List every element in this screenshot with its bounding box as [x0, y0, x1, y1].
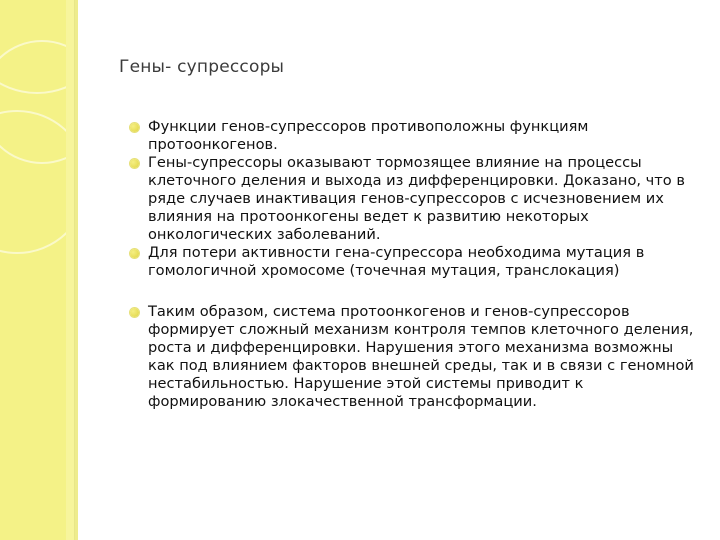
- bullet-item: [130, 118, 700, 154]
- bullet-text: Гены-супрессоры оказывают тормозящее влияние на процессы клеточного деления и выхода из дифференцировки. Доказано, что в ряде случаев инактивация генов-супрессоров с исчезновением их влияния на протоонкогены ведет к развитию некоторых онкологических заболеваний.: [148, 154, 685, 243]
- slide-body: [130, 118, 700, 411]
- bullet-item: [130, 244, 700, 280]
- bullet-item: [130, 303, 700, 411]
- decorative-side-band: [0, 0, 66, 540]
- decorative-circle: [0, 110, 66, 254]
- bullet-icon: [130, 123, 139, 132]
- bullet-text: Функции генов-супрессоров противоположны функциям протоонкогенов.: [148, 118, 589, 153]
- side-band-divider: [66, 0, 75, 540]
- bullet-item: [130, 154, 700, 244]
- bullet-text: Для потери активности гена-супрессора необходима мутация в гомологичной хромосоме (точечная мутация, транслокация): [148, 244, 645, 279]
- bullet-icon: [130, 159, 139, 168]
- side-band-divider-line: [75, 0, 78, 540]
- bullet-icon: [130, 249, 139, 258]
- slide-title: Гены- супрессоры: [119, 57, 285, 77]
- bullet-text: Таким образом, система протоонкогенов и генов-супрессоров формирует сложный механизм контроля темпов клеточного деления, роста и дифференцировки. Нарушения этого механизма возможны как под влиянием факторов внешней среды, так и в связи с геномной нестабильностью. Нарушение этой системы приводит к формированию злокачественной трансформации.: [148, 303, 694, 410]
- bullet-icon: [130, 308, 139, 317]
- bullet-list: [130, 118, 700, 411]
